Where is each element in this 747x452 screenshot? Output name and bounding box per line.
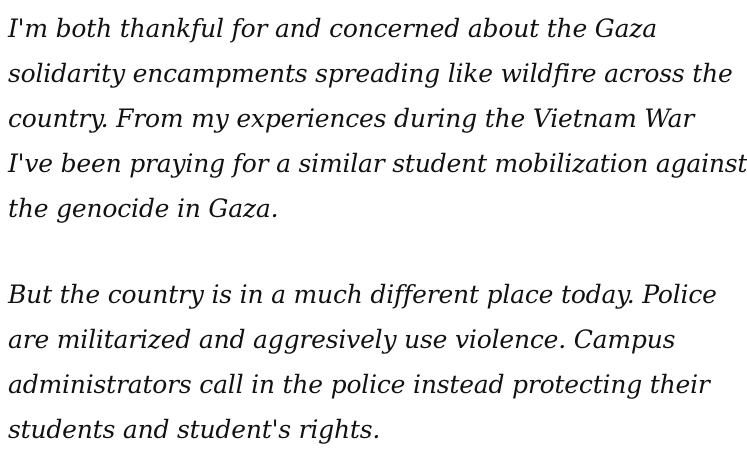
text-line: I've been praying for a similar student mobilization against xyxy=(8,149,747,178)
text-line: administrators call in the police instead protecting their xyxy=(8,370,710,399)
text-line: students and student's rights. xyxy=(8,415,381,444)
text-line: But the country is in a much different place today. Police xyxy=(8,280,717,309)
text-line: solidarity encampments spreading like wildfire across the xyxy=(8,59,733,88)
text-line: are militarized and aggresively use violence. Campus xyxy=(8,325,676,354)
text-line: I'm both thankful for and concerned about the Gaza xyxy=(8,14,657,43)
paragraph-2 xyxy=(8,272,717,452)
text-line: the genocide in Gaza. xyxy=(8,194,279,223)
text-line: country. From my experiences during the Vietnam War xyxy=(8,104,695,133)
paragraph-1 xyxy=(8,6,747,231)
